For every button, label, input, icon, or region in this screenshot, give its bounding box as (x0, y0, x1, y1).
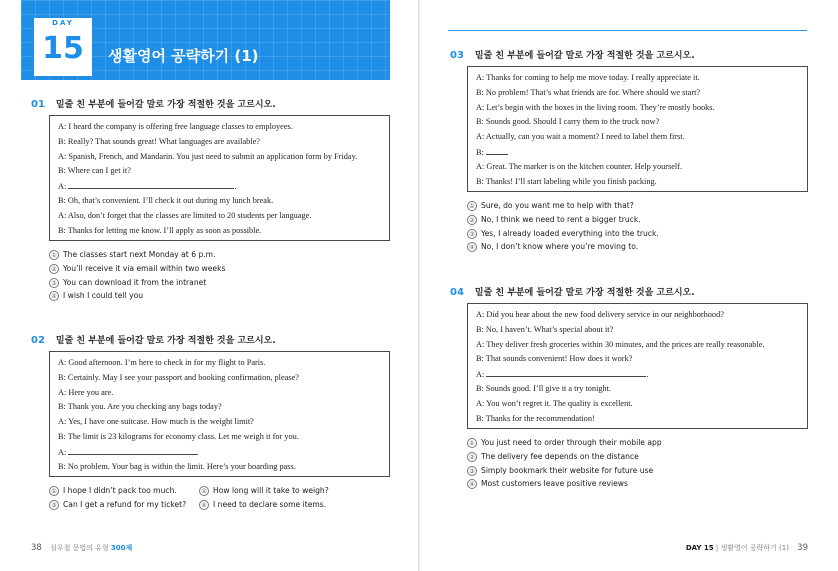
question-02-heading (31, 333, 276, 346)
dialog-line-blank: A: . (476, 367, 799, 382)
dialog-line: B: The limit is 23 kilograms for economy class. Let me weigh it for you. (58, 431, 299, 441)
day-tag: DAY 15 (685, 544, 714, 552)
question-04-choices (467, 436, 662, 491)
question-instruction: 밑줄 친 부분에 들어갈 말로 가장 적절한 것을 고르시오. (55, 100, 276, 110)
dialog-line: B: No problem. Your bag is within the limit. Here’s your boarding pass. (58, 461, 296, 471)
answer-blank (68, 179, 234, 189)
speaker-label: B: (476, 147, 484, 157)
choice-mark: ① (49, 486, 59, 496)
dialog-line: B: Sounds good. I’ll give it a try tonight. (476, 383, 612, 393)
dialog-line: A: Great. The marker is on the kitchen counter. Help yourself. (476, 161, 683, 171)
choice-text: I hope I didn’t pack too much. (63, 486, 177, 495)
dialog-line: B: That sounds convenient! How does it work? (476, 354, 633, 364)
choice-mark: ③ (49, 278, 59, 288)
question-03-heading (450, 48, 695, 61)
dialog-line: A: Spanish, French, and Mandarin. You just need to submit an application form by Friday. (58, 151, 358, 161)
dialog-line: B: Oh, that’s convenient. I’ll check it out during my lunch break. (58, 195, 274, 205)
choice-option[interactable] (49, 262, 225, 276)
page-number: 39 (797, 543, 808, 553)
speaker-label: A: (58, 182, 67, 192)
choice-option[interactable] (49, 289, 225, 303)
choice-option[interactable] (467, 213, 659, 227)
footer-title: 생활영어 공략하기 (1) (720, 544, 789, 552)
dialog-line: B: Thanks! I’ll start labeling while you finish packing. (476, 176, 657, 186)
question-instruction: 밑줄 친 부분에 들어갈 말로 가장 적절한 것을 고르시오. (474, 51, 695, 61)
choice-mark: ③ (467, 466, 477, 476)
choice-mark: ① (467, 438, 477, 448)
choice-text: The classes start next Monday at 6 p.m. (63, 250, 216, 259)
choice-text: No, I think we need to rent a bigger truck. (481, 214, 641, 224)
choice-mark: ② (467, 215, 477, 225)
dialog-line-blank (58, 445, 381, 460)
dialog-line: B: Certainly. May I see your passport and booking confirmation, please? (58, 372, 299, 382)
question-01-choices (49, 248, 225, 303)
right-page (420, 0, 838, 571)
page-footer-right (686, 543, 808, 553)
dialog-line: A: Yes, I have one suitcase. How much is the weight limit? (58, 417, 254, 427)
choice-text: Sure, do you want me to help with that? (481, 201, 634, 210)
choice-option[interactable] (467, 199, 659, 213)
choice-text: Can I get a refund for my ticket? (63, 499, 187, 509)
dialog-line: A: I heard the company is offering free language classes to employees. (58, 122, 293, 131)
choice-mark: ④ (199, 500, 209, 510)
question-instruction: 밑줄 친 부분에 들어갈 말로 가장 적절한 것을 고르시오. (474, 288, 695, 298)
question-number: 02 (31, 335, 45, 346)
choice-option[interactable] (467, 436, 662, 450)
dialog-line: B: Thank you. Are you checking any bags today? (58, 402, 222, 412)
choice-mark: ④ (49, 291, 59, 301)
answer-blank (486, 367, 646, 377)
choice-mark: ③ (49, 500, 59, 510)
left-page (0, 0, 418, 571)
question-01-heading (31, 97, 276, 110)
dialog-line: B: No problem! That’s what friends are for. Where should we start? (476, 87, 701, 97)
choice-mark: ① (49, 250, 59, 260)
dialog-line: A: Did you hear about the new food delivery service in our neighborhood? (476, 310, 724, 319)
dialog-line: A: Let’s begin with the boxes in the living room. They’re mostly books. (476, 102, 715, 112)
dialog-line: B: Thanks for the recommendation! (476, 413, 595, 423)
page-number: 38 (31, 543, 42, 553)
dialog-line-blank (476, 145, 799, 160)
page-title: 생활영어 공략하기 (1) (108, 47, 259, 65)
question-04-dialog (467, 303, 808, 429)
choice-text: I need to declare some items. (213, 499, 327, 509)
day-label: DAY (52, 19, 74, 27)
choice-mark: ④ (467, 479, 477, 489)
dialog-line: B: Really? That sounds great! What languages are available? (58, 136, 260, 146)
dialog-line: B: Where can I get it? (58, 166, 131, 176)
dialog-line: A: Also, don’t forget that the classes are limited to 20 students per language. (58, 210, 312, 220)
question-instruction: 밑줄 친 부분에 들어갈 말로 가장 적절한 것을 고르시오. (55, 336, 276, 346)
dialog-line: B: Thanks for letting me know. I’ll apply as soon as possible. (58, 225, 262, 235)
dialog-line-blank: A: . (58, 179, 381, 194)
choice-option[interactable] (467, 450, 662, 464)
choice-option[interactable] (199, 484, 369, 498)
question-04-heading (450, 285, 695, 298)
question-number: 01 (31, 99, 45, 110)
question-03-choices (467, 199, 659, 254)
choice-text: You’ll receive it via email within two weeks (63, 263, 226, 273)
book-title: 심우철 문법의 유형 (50, 544, 109, 552)
choice-mark: ② (49, 264, 59, 274)
choice-text: The delivery fee depends on the distance (481, 451, 639, 461)
choice-mark: ④ (467, 242, 477, 252)
choice-text: No, I don’t know where you’re moving to. (481, 242, 639, 252)
question-02-dialog (49, 351, 390, 477)
dialog-line: A: Here you are. (58, 387, 114, 397)
choice-option[interactable] (49, 498, 199, 512)
choice-option[interactable] (467, 227, 659, 241)
footer-separator: | (715, 544, 719, 552)
choice-text: Simply bookmark their website for future use (481, 465, 654, 475)
choice-text: You just need to order through their mobile app (481, 438, 662, 447)
answer-blank (68, 445, 198, 455)
choice-option[interactable] (49, 248, 225, 262)
dialog-line: B: No, I haven’t. What’s special about it? (476, 324, 614, 334)
dialog-line: A: They deliver fresh groceries within 30 minutes, and the prices are really reasonable. (476, 339, 765, 349)
choice-option[interactable] (467, 464, 662, 478)
choice-text: Most customers leave positive reviews (481, 479, 628, 489)
book-title-bold: 300제 (110, 544, 133, 552)
choice-text: Yes, I already loaded everything into the truck. (481, 228, 659, 238)
choice-text: You can download it from the intranet (63, 277, 207, 287)
choice-text: How long will it take to weigh? (213, 486, 329, 495)
dialog-line: A: You won’t regret it. The quality is excellent. (476, 398, 633, 408)
choice-option[interactable] (199, 498, 369, 512)
day-number: 15 (42, 31, 84, 66)
choice-option[interactable] (49, 484, 199, 498)
page-footer-left (31, 543, 132, 553)
question-number: 04 (450, 287, 464, 298)
choice-mark: ② (199, 486, 209, 496)
dialog-line: A: Actually, can you wait a moment? I need to label them first. (476, 132, 685, 142)
question-01-dialog (49, 115, 390, 241)
question-number: 03 (450, 50, 464, 61)
dialog-line: B: Sounds good. Should I carry them to the truck now? (476, 117, 660, 127)
question-03-dialog (467, 66, 808, 192)
dialog-line: A: Good afternoon. I’m here to check in for my flight to Paris. (58, 358, 266, 367)
answer-blank (486, 145, 508, 155)
speaker-label: A: (476, 370, 485, 380)
dialog-line: A: Thanks for coming to help me move today. I really appreciate it. (476, 73, 700, 82)
choice-mark: ③ (467, 229, 477, 239)
choice-option[interactable] (49, 276, 225, 290)
choice-mark: ① (467, 201, 477, 211)
choice-option[interactable] (467, 240, 659, 254)
choice-option[interactable] (467, 477, 662, 491)
top-rule (448, 30, 807, 31)
choice-mark: ② (467, 452, 477, 462)
choice-text: I wish I could tell you (63, 291, 144, 301)
speaker-label: A: (58, 447, 67, 457)
question-02-choices (49, 484, 369, 512)
